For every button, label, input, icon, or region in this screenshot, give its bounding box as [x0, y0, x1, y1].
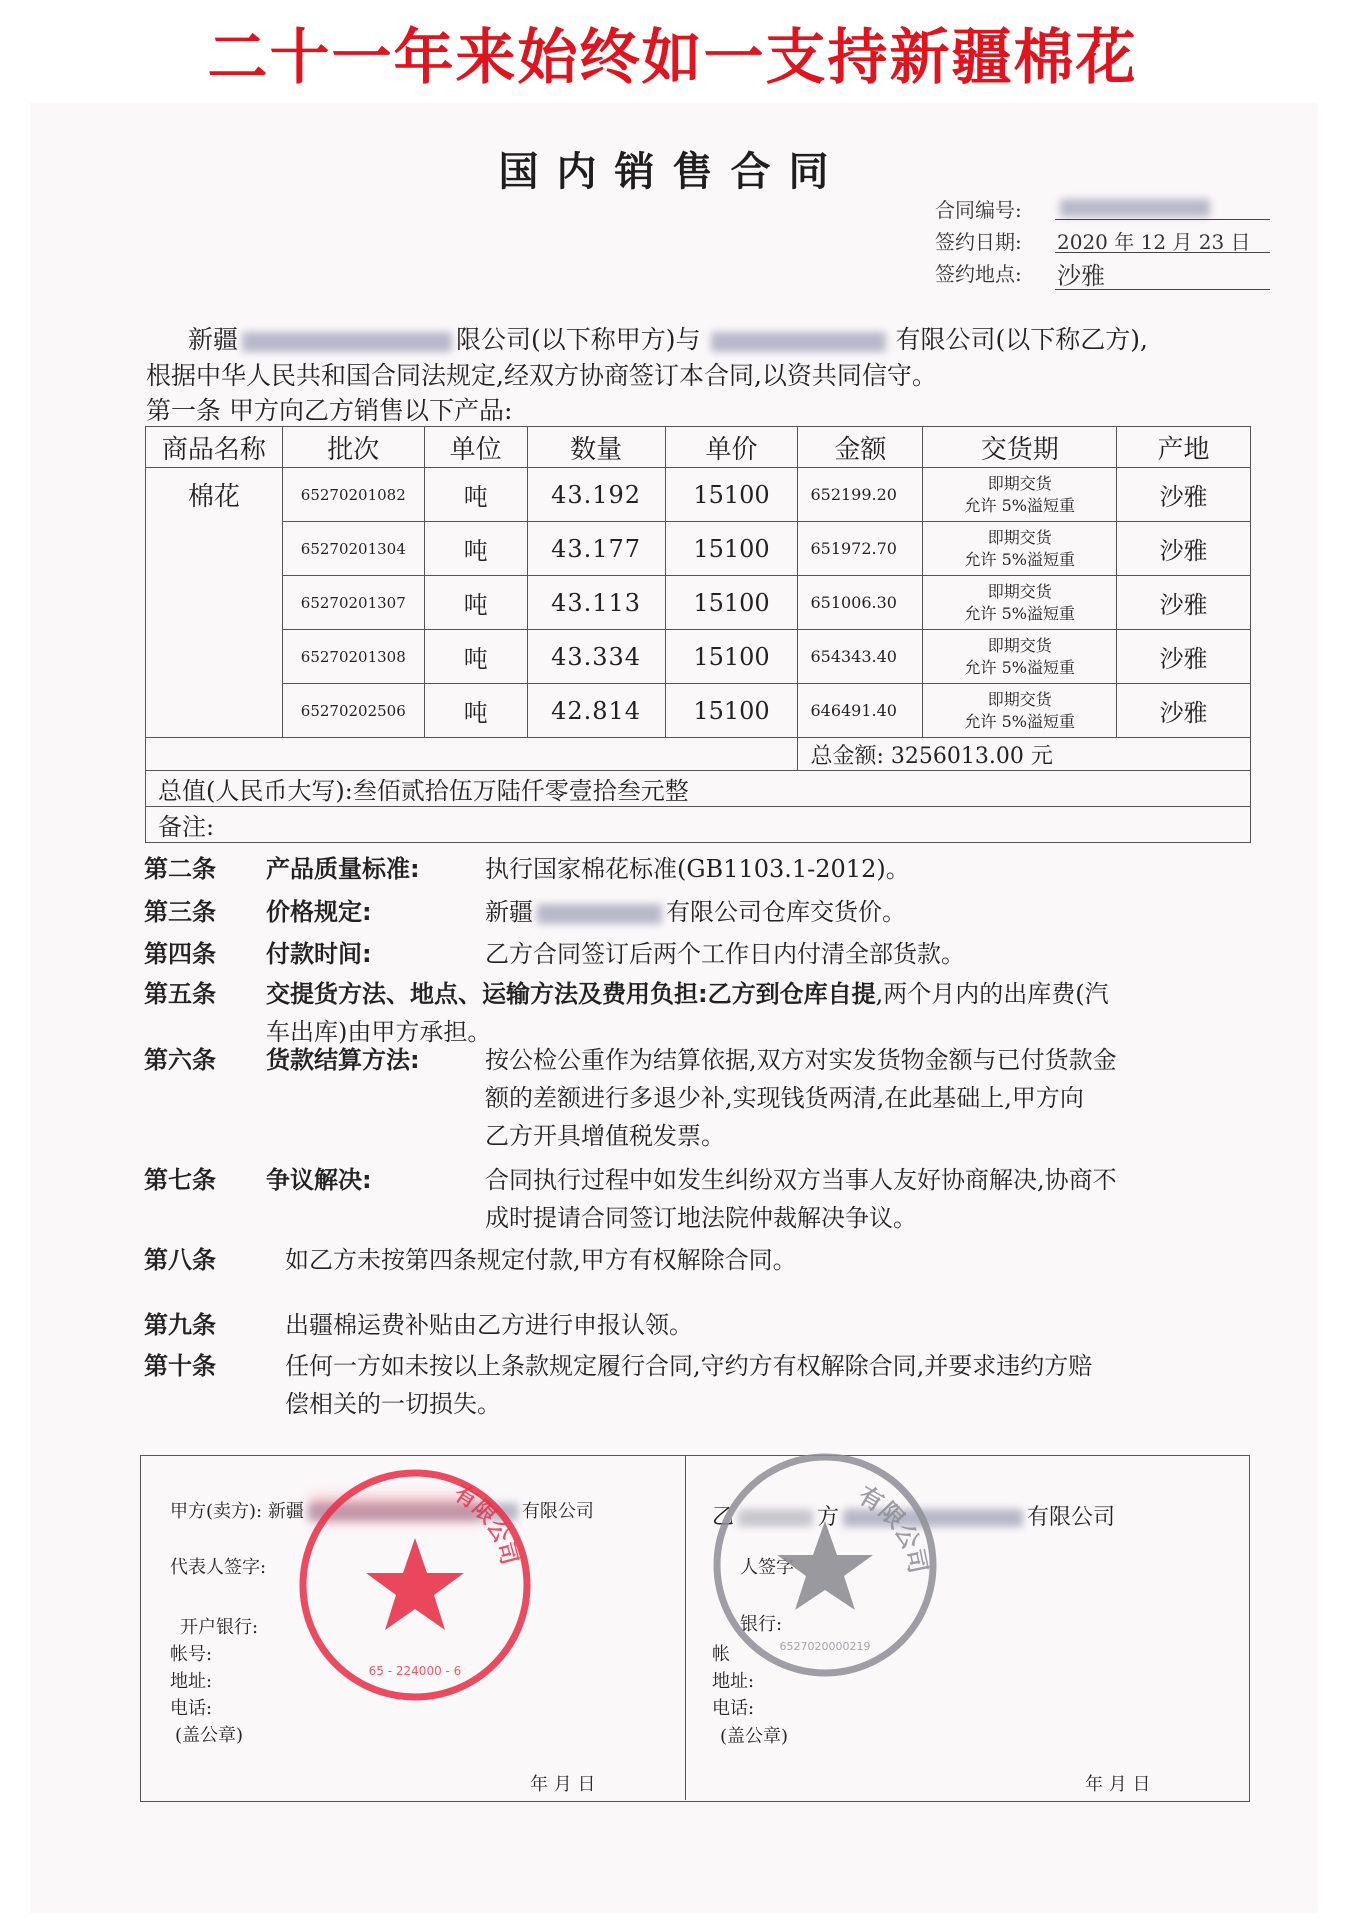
amount-cell: 646491.40 [798, 684, 923, 738]
seal-code: 6527020000219 [779, 1640, 871, 1653]
clause-5-line-2: 车出库)由甲方承担。 [266, 1018, 492, 1046]
column-header: 交货期 [923, 427, 1117, 468]
intro-line-2: 根据中华人民共和国合同法规定,经双方协商签订本合同,以资共同信守。 [146, 361, 937, 390]
clause-3-text [485, 892, 906, 927]
delivery-term: 即期交货 [987, 689, 1052, 709]
table-row [146, 522, 1251, 576]
amount-cell: 654343.40 [798, 630, 923, 684]
party-a-seal-stamp [290, 1460, 540, 1710]
clause-6-label [266, 1040, 420, 1075]
origin-cell: 沙雅 [1117, 522, 1251, 576]
column-header: 单位 [424, 427, 527, 468]
seal-code: 65 - 224000 - 6 [368, 1664, 462, 1678]
seal-text-path: 有限公司 [449, 1480, 522, 1568]
party-a-seal: (盖公章) [175, 1725, 244, 1746]
clause-label: 价格规定: [266, 898, 372, 926]
clause-label: 货款结算方法: [266, 1046, 420, 1074]
origin-cell: 沙雅 [1117, 630, 1251, 684]
delivery-tolerance: 允许 5%溢短重 [964, 549, 1075, 569]
party-b-label-part: 乙 [712, 1505, 735, 1530]
seal-redaction [310, 1495, 480, 1523]
quantity-cell: 43.113 [527, 576, 665, 630]
contract-number-redacted [1060, 194, 1210, 218]
column-header: 单价 [665, 427, 798, 468]
clause-10-line-2: 偿相关的一切损失。 [285, 1390, 501, 1418]
sign-place-label: 签约地点: [935, 262, 1022, 286]
clause-number: 第七条 [144, 1166, 216, 1194]
party-b-seal: (盖公章) [720, 1726, 789, 1747]
clause-label: 付款时间: [266, 940, 372, 968]
clause-2-label [266, 849, 420, 884]
clause-5-line-1 [266, 974, 1109, 1009]
contract-number-label: 合同编号: [935, 198, 1022, 222]
party-b-account: 帐 [712, 1644, 730, 1665]
clause-7-line-1: 合同执行过程中如发生纠纷双方当事人友好协商解决,协商不 [485, 1166, 1117, 1194]
clause-3-label [266, 892, 372, 927]
clause-4-text: 乙方合同签订后两个工作日内付清全部货款。 [485, 940, 965, 968]
table-header-row [146, 427, 1251, 468]
delivery-cell [923, 576, 1117, 630]
party-a-suffix: 有限公司 [521, 1501, 594, 1522]
delivery-term: 即期交货 [987, 581, 1052, 601]
total-amount: 总金额: 3256013.00 元 [798, 738, 1251, 771]
rule [1055, 289, 1270, 290]
party-a-rep: 代表人签字: [170, 1557, 267, 1578]
delivery-term: 即期交货 [987, 473, 1052, 493]
batch-cell: 65270201307 [282, 576, 424, 630]
delivery-tolerance: 允许 5%溢短重 [964, 711, 1075, 731]
table-row [146, 576, 1251, 630]
price-cell: 15100 [665, 684, 798, 738]
delivery-tolerance: 允许 5%溢短重 [964, 495, 1075, 515]
seal-star-icon [366, 1538, 464, 1630]
clause-number: 第六条 [144, 1046, 216, 1074]
contract-number-row [935, 194, 1022, 223]
sign-date-row [935, 226, 1251, 255]
intro-line-1 [188, 320, 1148, 356]
redacted-name [242, 332, 452, 352]
clause-label: 争议解决: [266, 1166, 372, 1194]
batch-cell: 65270202506 [282, 684, 424, 738]
clause-5 [144, 974, 216, 1009]
column-header: 金额 [798, 427, 923, 468]
seal-star-icon [777, 1521, 873, 1610]
clause-7-label [266, 1160, 372, 1195]
product-name: 棉花 [146, 468, 283, 738]
blank-cell [146, 738, 798, 771]
delivery-cell [923, 468, 1117, 522]
redacted-name [711, 332, 886, 352]
origin-cell: 沙雅 [1117, 468, 1251, 522]
clause-text-part: ,两个月内的出库费(汽 [875, 980, 1109, 1008]
clause-number: 第五条 [144, 980, 216, 1008]
clause-7-line-2: 成时提请合同签订地法院仲裁解决争议。 [485, 1204, 917, 1232]
rule [1055, 219, 1270, 220]
total-row [146, 738, 1251, 771]
party-b-address: 地址: [712, 1671, 755, 1692]
quantity-cell: 42.814 [527, 684, 665, 738]
clause-2-text: 执行国家棉花标准(GB1103.1-2012)。 [485, 855, 910, 883]
party-a-address: 地址: [170, 1671, 213, 1692]
intro-party-a-suffix: 限公司(以下称甲方)与 [456, 325, 701, 354]
clause-3 [144, 892, 216, 927]
origin-cell: 沙雅 [1117, 576, 1251, 630]
clause-10-line-1: 任何一方如未按以上条款规定履行合同,守约方有权解除合同,并要求违约方赔 [285, 1352, 1093, 1380]
rule [1055, 252, 1270, 253]
clause-label: 产品质量标准: [266, 855, 420, 883]
quantity-cell: 43.192 [527, 468, 665, 522]
party-a-label: 甲方(卖方): 新疆 [170, 1501, 304, 1522]
batch-cell: 65270201304 [282, 522, 424, 576]
article-1: 第一条 甲方向乙方销售以下产品: [146, 396, 513, 425]
seal-text-path: 有限公司 [853, 1481, 933, 1576]
unit-cell: 吨 [424, 576, 527, 630]
column-header: 数量 [527, 427, 665, 468]
table-row [146, 468, 1251, 522]
total-in-words: 总值(人民币大写):叁佰贰拾伍万陆仟零壹拾叁元整 [146, 771, 1251, 807]
total-chinese-row [146, 771, 1251, 807]
sign-place-row [935, 258, 1105, 290]
party-a-date: 年 月 日 [530, 1774, 596, 1795]
unit-cell: 吨 [424, 468, 527, 522]
column-header: 产地 [1117, 427, 1251, 468]
redacted-name [537, 904, 662, 924]
table-row [146, 630, 1251, 684]
seal-text [854, 1481, 933, 1576]
document-title: 国内销售合同 [498, 149, 847, 195]
banner-headline: 二十一年来始终如一支持新疆棉花 [207, 23, 1138, 93]
sign-date-label: 签约日期: [935, 230, 1022, 254]
clause-9 [144, 1305, 216, 1340]
clause-4 [144, 934, 216, 969]
unit-cell: 吨 [424, 630, 527, 684]
clause-number: 第四条 [144, 940, 216, 968]
clause-10 [144, 1346, 216, 1381]
clause-9-text: 出疆棉运费补贴由乙方进行申报认领。 [285, 1311, 693, 1339]
party-b-suffix: 有限公司 [1027, 1505, 1116, 1530]
price-cell: 15100 [665, 522, 798, 576]
sign-date-value: 2020 年 12 月 23 日 [1057, 230, 1251, 254]
clause-number: 第三条 [144, 898, 216, 926]
clause-number: 第八条 [144, 1246, 216, 1274]
party-b-rep: 人签字 [740, 1557, 794, 1578]
table-row [146, 684, 1251, 738]
amount-cell: 651006.30 [798, 576, 923, 630]
delivery-cell [923, 684, 1117, 738]
clause-2 [144, 849, 216, 884]
batch-cell: 65270201082 [282, 468, 424, 522]
quantity-cell: 43.177 [527, 522, 665, 576]
goods-table [145, 426, 1251, 843]
clause-number: 第九条 [144, 1311, 216, 1339]
clause-8-text: 如乙方未按第四条规定付款,甲方有权解除合同。 [285, 1246, 797, 1274]
clause-number: 第十条 [144, 1352, 216, 1380]
party-b-bank: 银行: [740, 1614, 783, 1635]
amount-cell: 652199.20 [798, 468, 923, 522]
clause-text-part: 有限公司仓库交货价。 [666, 898, 906, 926]
clause-label: 交提货方法、地点、运输方法及费用负担:乙方到仓库自提 [266, 980, 876, 1008]
remark-label: 备注: [146, 807, 1251, 843]
clause-6-line-2: 额的差额进行多退少补,实现钱货两清,在此基础上,甲方向 [485, 1084, 1084, 1112]
delivery-term: 即期交货 [987, 635, 1052, 655]
delivery-tolerance: 允许 5%溢短重 [964, 603, 1075, 623]
origin-cell: 沙雅 [1117, 684, 1251, 738]
clause-4-label [266, 934, 372, 969]
party-b-phone: 电话: [712, 1698, 755, 1719]
clause-6 [144, 1040, 216, 1075]
clause-6-line-3: 乙方开具增值税发票。 [485, 1122, 725, 1150]
party-b-date: 年 月 日 [1085, 1774, 1151, 1795]
clause-7 [144, 1160, 216, 1195]
party-b-seal-stamp [705, 1445, 945, 1685]
clause-text-part: 新疆 [485, 898, 533, 926]
remark-row [146, 807, 1251, 843]
batch-cell: 65270201308 [282, 630, 424, 684]
party-b-label-part: 方 [817, 1505, 840, 1530]
clause-number: 第二条 [144, 855, 216, 883]
price-cell: 15100 [665, 630, 798, 684]
delivery-term: 即期交货 [987, 527, 1052, 547]
unit-cell: 吨 [424, 684, 527, 738]
amount-cell: 651972.70 [798, 522, 923, 576]
party-a-account: 帐号: [170, 1644, 213, 1665]
party-a-phone: 电话: [170, 1698, 213, 1719]
column-header: 商品名称 [146, 427, 283, 468]
clause-8 [144, 1240, 216, 1275]
intro-party-a-prefix: 新疆 [188, 325, 239, 354]
clause-6-line-1: 按公检公重作为结算依据,双方对实发货物金额与已付货款金 [485, 1046, 1117, 1074]
intro-party-b-suffix: 有限公司(以下称乙方), [895, 325, 1148, 354]
price-cell: 15100 [665, 576, 798, 630]
delivery-tolerance: 允许 5%溢短重 [964, 657, 1075, 677]
party-a-bank: 开户银行: [180, 1617, 259, 1638]
signature-divider [685, 1455, 686, 1800]
quantity-cell: 43.334 [527, 630, 665, 684]
unit-cell: 吨 [424, 522, 527, 576]
price-cell: 15100 [665, 468, 798, 522]
delivery-cell [923, 522, 1117, 576]
delivery-cell [923, 630, 1117, 684]
column-header: 批次 [282, 427, 424, 468]
sign-place-value: 沙雅 [1057, 262, 1105, 290]
